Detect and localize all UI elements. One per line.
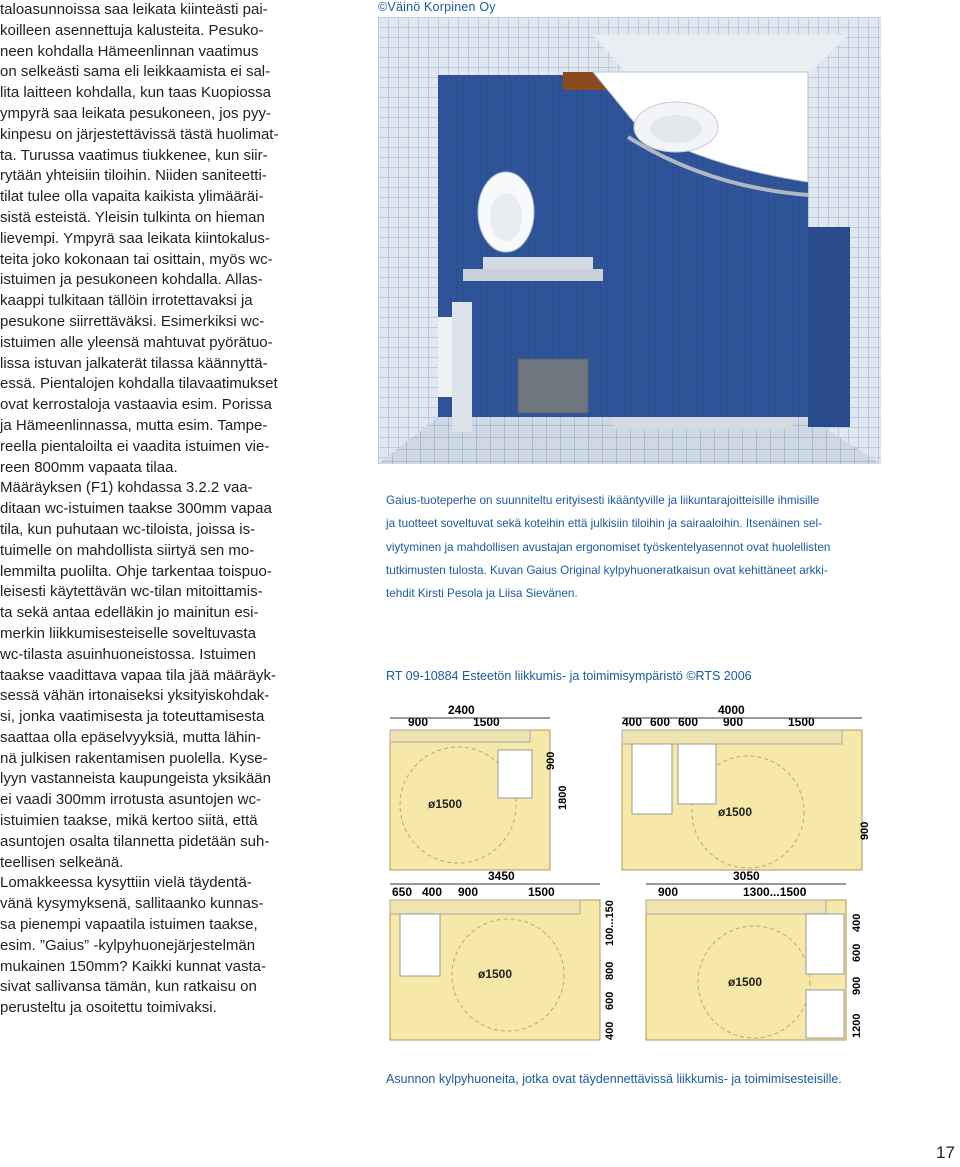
plan2-overall: 4000 (718, 703, 745, 717)
bathroom-illustration (378, 17, 881, 464)
plan4-side-4: 400 (851, 913, 863, 932)
plan4-seg-1: 900 (658, 885, 679, 899)
plan3-seg-2: 400 (422, 885, 443, 899)
plan3-side-2: 600 (604, 991, 616, 1010)
plan1-side-1: 900 (545, 751, 557, 770)
plan1-overall: 2400 (448, 703, 475, 717)
plan-2 (622, 703, 871, 870)
plan3-seg-1: 650 (392, 885, 413, 899)
plan-4 (646, 869, 863, 1040)
plan1-seg-1: 900 (408, 715, 429, 729)
page-number: 17 (936, 1143, 955, 1162)
plan3-side-3: 800 (604, 961, 616, 980)
plan2-seg-1: 400 (622, 715, 643, 729)
plan2-seg-4: 900 (723, 715, 744, 729)
plan1-side-2: 1800 (557, 785, 569, 810)
bathroom-photo (378, 17, 881, 464)
plan3-side-1: 400 (604, 1021, 616, 1040)
body-paragraph-3: Lomakkeessa kysyttiin vielä täydentä- vänä kysymyksenä, sallitaanko kunnas- sa pienempi vapaatila istuimen taakse, esim. ”Gaius” -kylpyhuonejärjestelmän mukainen 150mm? Kaikki kunnat vasta- sivat sallivansa tämän, kun ratkaisu on perusteltu ja osoitettu toimivaksi. (0, 874, 266, 1017)
photo-credit: ©Väinö Korpinen Oy (378, 0, 496, 14)
plan-3 (390, 869, 616, 1040)
body-text-column (0, 0, 310, 1019)
plan3-overall: 3450 (488, 869, 515, 883)
plan4-seg-2: 1300...1500 (743, 885, 807, 899)
body-paragraph-1: taloasunnoissa saa leikata kiinteästi pai- koilleen asennettuja kalusteita. Pesuko- neen kohdalla Hämeenlinnan vaatimus on selkeästi sama eli leikkaamista ei sal- lita laitteen kohdalla, kun taas Kuopiossa ympyrä saa leikata pesukoneen, jos pyy- kinpesu on järjestettävissä tästä huolimat- ta. Turussa vaatimus tiukkenee, kun siir- rytään yhteisiin tiloihin. Niiden saniteetti- tilat tulee olla vapaita kaikista ylimääräi- sistä esteistä. Yleisin tulkinta on hieman lievempi. Ympyrä saa leikata kiintokalus- teita joko kokonaan tai osittain, myös wc- istuimen ja pesukoneen kohdalla. Allas- kaappi tulkitaan tällöin irrotettavaksi ja pesukone siirrettäväksi. Esimerkiksi wc- istuimen alle yleensä mahtuvat pyörätuo- lissa istuvan jalkaterät tilassa käännyttä- essä. Pientalojen kohdalla tilavaatimukset ovat kerrostaloja vastaavia esim. Porissa ja Hämeenlinnassa, mutta esim. Tampe- reella pientaloilta ei vaadita istuimen vie- reen 800mm vapaata tilaa. (0, 1, 279, 476)
floor-plans-svg (388, 700, 874, 1048)
plan2-seg-2: 600 (650, 715, 671, 729)
plan2-seg-5: 1500 (788, 715, 815, 729)
floor-plans (388, 700, 874, 1048)
plan1-seg-2: 1500 (473, 715, 500, 729)
plan2-side-1: 900 (859, 821, 871, 840)
plan2-circle: ø1500 (718, 805, 753, 819)
plan4-side-1: 1200 (851, 1013, 863, 1038)
plan4-side-2: 900 (851, 976, 863, 995)
plan3-circle: ø1500 (478, 967, 513, 981)
plan4-circle: ø1500 (728, 975, 763, 989)
plan1-circle: ø1500 (428, 797, 463, 811)
photo-caption: Gaius-tuoteperhe on suunniteltu erityisesti ikääntyville ja liikuntarajoitteisille ihmisille ja tuotteet soveltuvat sekä koteihin että julkisiin tiloihin ja sairaaloihin. Itsenäinen sel- viytyminen ja mahdollisen avustajan ergonomiset työskentelyasennot ovat huolellisten tutkimusten tulosta. Kuvan Gaius Original kylpyhuoneratkaisun ovat kehittäneet arkki- tehdit Kirsti Pesola ja Liisa Sievänen. (386, 494, 831, 601)
plan2-seg-3: 600 (678, 715, 699, 729)
plan3-side-4: 100...150 (604, 900, 616, 946)
plan-1 (390, 703, 569, 870)
plan4-overall: 3050 (733, 869, 760, 883)
plans-credit: RT 09-10884 Esteetön liikkumis- ja toimimisympäristö ©RTS 2006 (386, 669, 752, 683)
plan3-seg-4: 1500 (528, 885, 555, 899)
plan4-side-3: 600 (851, 943, 863, 962)
body-paragraph-2: Määräyksen (F1) kohdassa 3.2.2 vaa- ditaan wc-istuimen taakse 300mm vapaa tila, kun puhutaan wc-tiloista, joissa is- tuimelle on mahdollista siirtyä sen mo- lemmilta puolilta. Ohje tarkentaa toispuo- leisesti käytettävän wc-tilan mitoittamis- ta sekä antaa edelläkin jo mainitun esi- merkin liikkumisesteiselle soveltuvasta wc-tilasta asuinhuoneistossa. Istuimen taakse vaadittava vapaa tila jää määräyk- sessä vähän irtonaiseksi yksityiskohdak- si, jonka vaatimisesta ja toteuttamisesta saattaa olla epäselvyyksiä, mutta lähin- nä julkisen rakentamisen puolella. Kyse- lyyn vastanneista kaupungeista yksikään ei vaadi 300mm irrotusta asuntojen wc- istuimien taakse, mikä kertoo siitä, että asuntojen osalta tilannetta pidetään suh- teellisen selkeänä. (0, 479, 276, 871)
plans-caption: Asunnon kylpyhuoneita, jotka ovat täydennettävissä liikkumis- ja toimimisesteisille. (386, 1072, 842, 1086)
plan3-seg-3: 900 (458, 885, 479, 899)
